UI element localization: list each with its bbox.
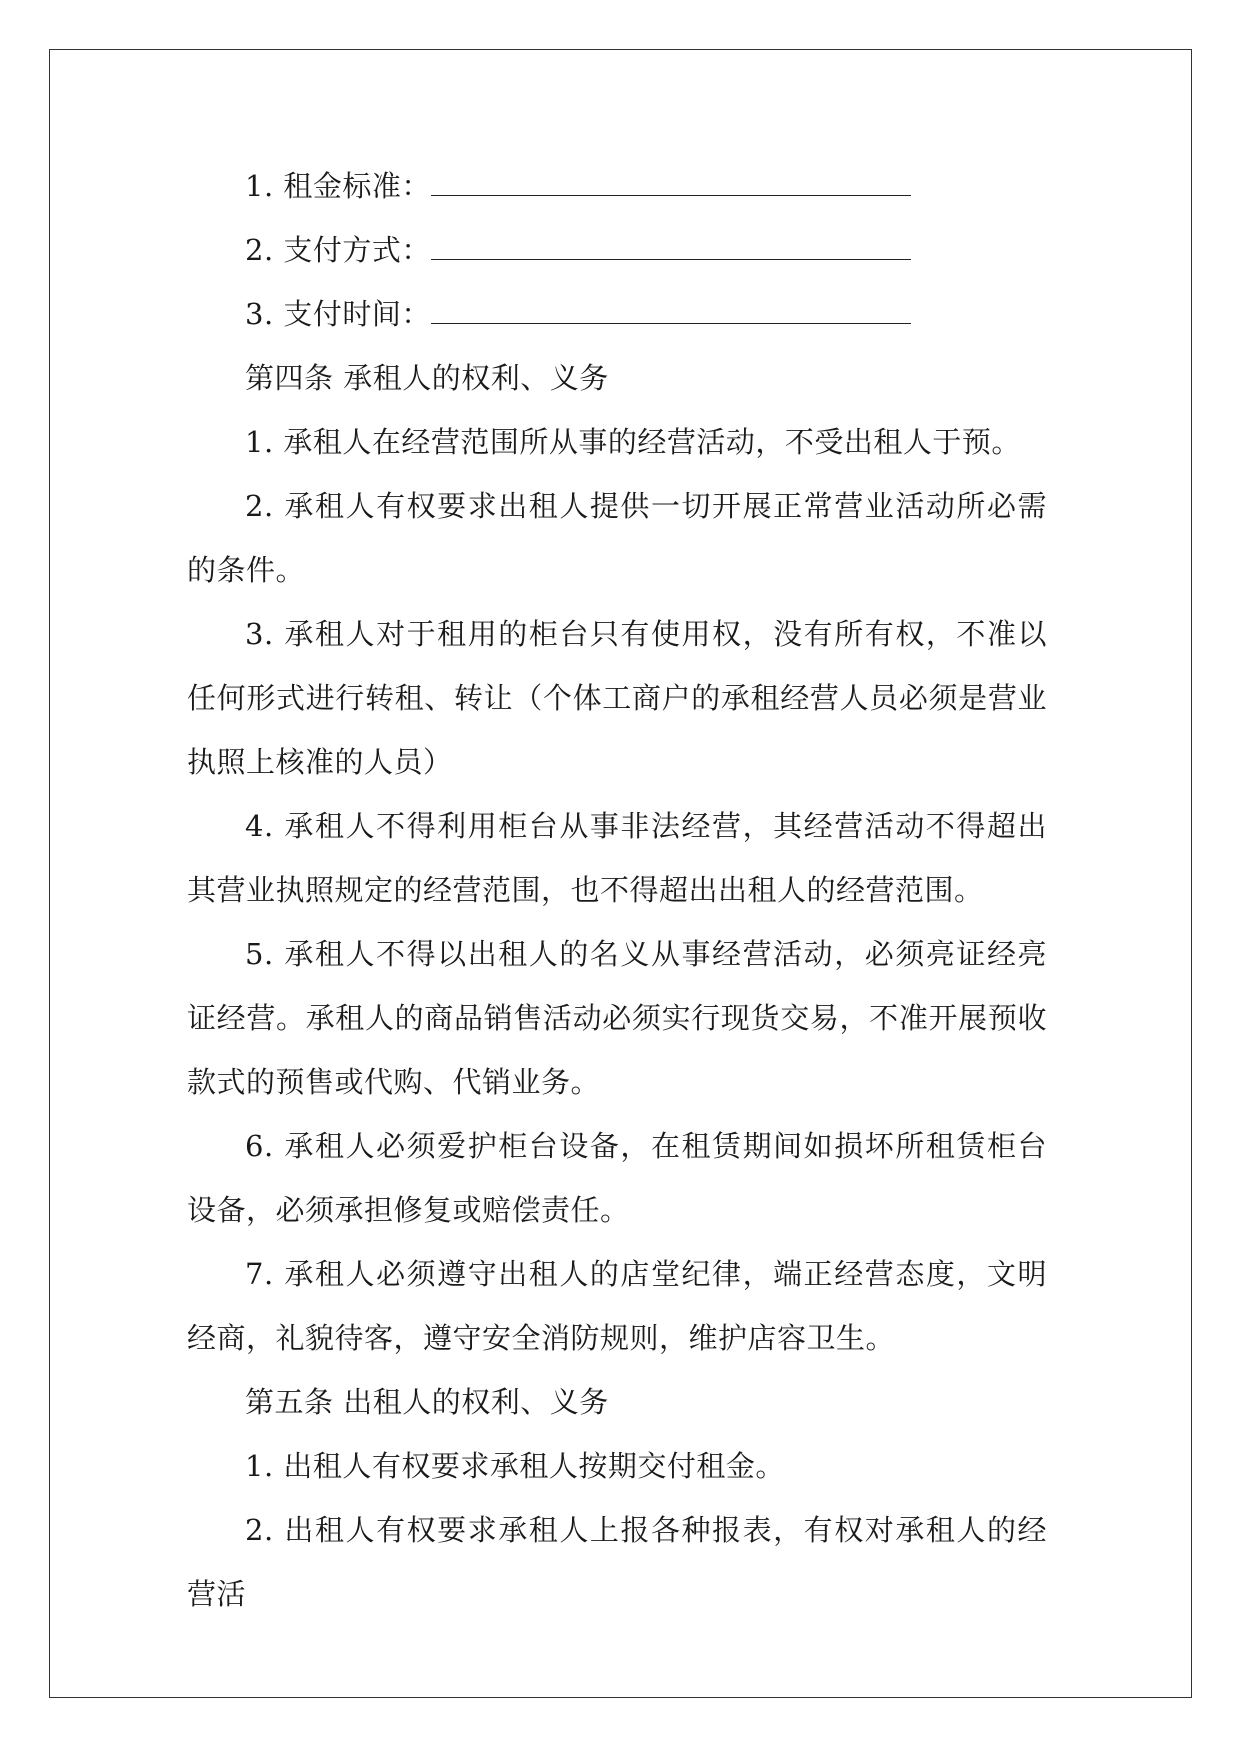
fill-blank[interactable]: [431, 237, 911, 260]
fill-line-label: 1. 租金标准：: [245, 169, 431, 203]
fill-blank[interactable]: [431, 173, 911, 196]
article-4-item-4: 4. 承租人不得利用柜台从事非法经营，其经营活动不得超出其营业执照规定的经营范围，也不得超出出租人的经营范围。: [187, 809, 1047, 907]
fill-line-label: 3. 支付时间：: [245, 297, 431, 331]
article-5-item-1: 1. 出租人有权要求承租人按期交付租金。: [245, 1449, 785, 1483]
article-4-heading: 第四条 承租人的权利、义务: [245, 361, 609, 395]
article-4-item-1: 1. 承租人在经营范围所从事的经营活动，不受出租人于预。: [245, 425, 1021, 459]
article-4-item-3: 3. 承租人对于租用的柜台只有使用权，没有所有权，不准以任何形式进行转租、转让（个体工商户的承租经营人员必须是营业执照上核准的人员）: [187, 617, 1047, 779]
fill-line-label: 2. 支付方式：: [245, 233, 431, 267]
fill-blank[interactable]: [431, 301, 911, 324]
article-4-item-6: 6. 承租人必须爱护柜台设备，在租赁期间如损坏所租赁柜台设备，必须承担修复或赔偿责任。: [187, 1129, 1047, 1227]
article-4-item-7: 7. 承租人必须遵守出租人的店堂纪律，端正经营态度，文明经商，礼貌待客，遵守安全消防规则，维护店容卫生。: [187, 1257, 1047, 1355]
fill-line-payment-method: [187, 218, 1047, 282]
fill-line-rent-standard: [187, 154, 1047, 218]
article-5-heading: 第五条 出租人的权利、义务: [245, 1385, 609, 1419]
fill-line-payment-time: [187, 282, 1047, 346]
article-5-item-2: 2. 出租人有权要求承租人上报各种报表，有权对承租人的经营活: [187, 1513, 1047, 1611]
document-body: [187, 154, 1047, 1626]
article-4-item-2: 2. 承租人有权要求出租人提供一切开展正常营业活动所必需的条件。: [187, 489, 1047, 587]
article-4-item-5: 5. 承租人不得以出租人的名义从事经营活动，必须亮证经亮证经营。承租人的商品销售活动必须实行现货交易，不准开展预收款式的预售或代购、代销业务。: [187, 937, 1047, 1099]
